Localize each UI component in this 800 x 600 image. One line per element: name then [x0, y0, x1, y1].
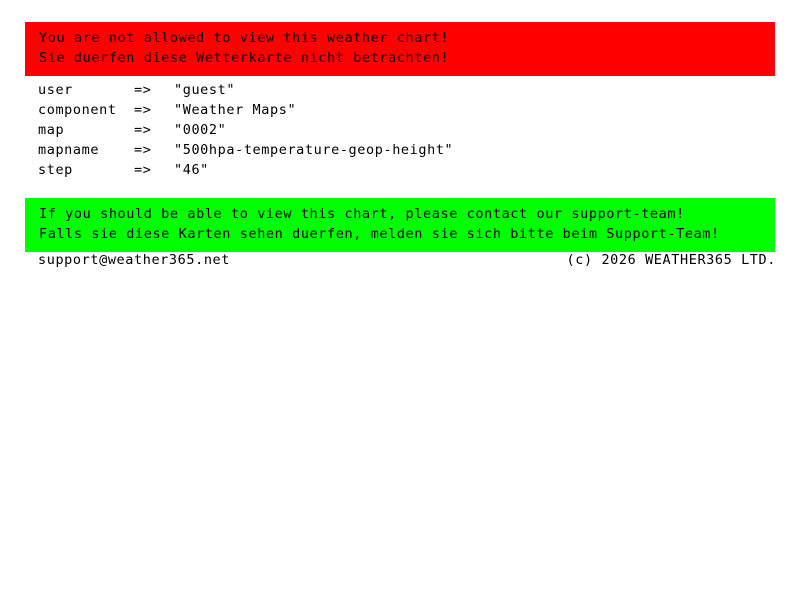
parameter-row-step [38, 160, 453, 180]
parameter-key: user [38, 82, 73, 98]
copyright-notice: (c) 2026 WEATHER365 LTD. [566, 252, 776, 268]
parameter-value: "Weather Maps" [174, 102, 297, 118]
parameter-key: step [38, 162, 73, 178]
parameter-value: "0002" [174, 122, 227, 138]
info-banner [25, 198, 775, 252]
error-banner-line-en: You are not allowed to view this weather chart! [39, 30, 450, 46]
error-banner [25, 22, 775, 76]
parameter-row-map [38, 120, 453, 140]
parameter-value: "500hpa-temperature-geop-height" [174, 142, 454, 158]
parameter-value: "46" [174, 162, 209, 178]
parameter-key: component [38, 102, 117, 118]
parameter-key: mapname [38, 142, 100, 158]
info-banner-line-en: If you should be able to view this chart, please contact our support-team! [39, 206, 685, 222]
parameter-arrow: => [134, 102, 152, 118]
parameter-row-component [38, 100, 453, 120]
parameter-row-user [38, 80, 453, 100]
parameter-arrow: => [134, 82, 152, 98]
parameter-key: map [38, 122, 65, 138]
parameter-arrow: => [134, 122, 152, 138]
parameter-row-mapname [38, 140, 453, 160]
support-email-link[interactable]: support@weather365.net [38, 252, 231, 268]
parameter-arrow: => [134, 142, 152, 158]
parameter-arrow: => [134, 162, 152, 178]
error-banner-line-de: Sie duerfen diese Wetterkarte nicht betrachten! [39, 50, 450, 66]
footer [38, 250, 776, 270]
parameter-value: "guest" [174, 82, 236, 98]
parameter-list [38, 80, 453, 180]
info-banner-line-de: Falls sie diese Karten sehen duerfen, melden sie sich bitte beim Support-Team! [39, 226, 720, 242]
